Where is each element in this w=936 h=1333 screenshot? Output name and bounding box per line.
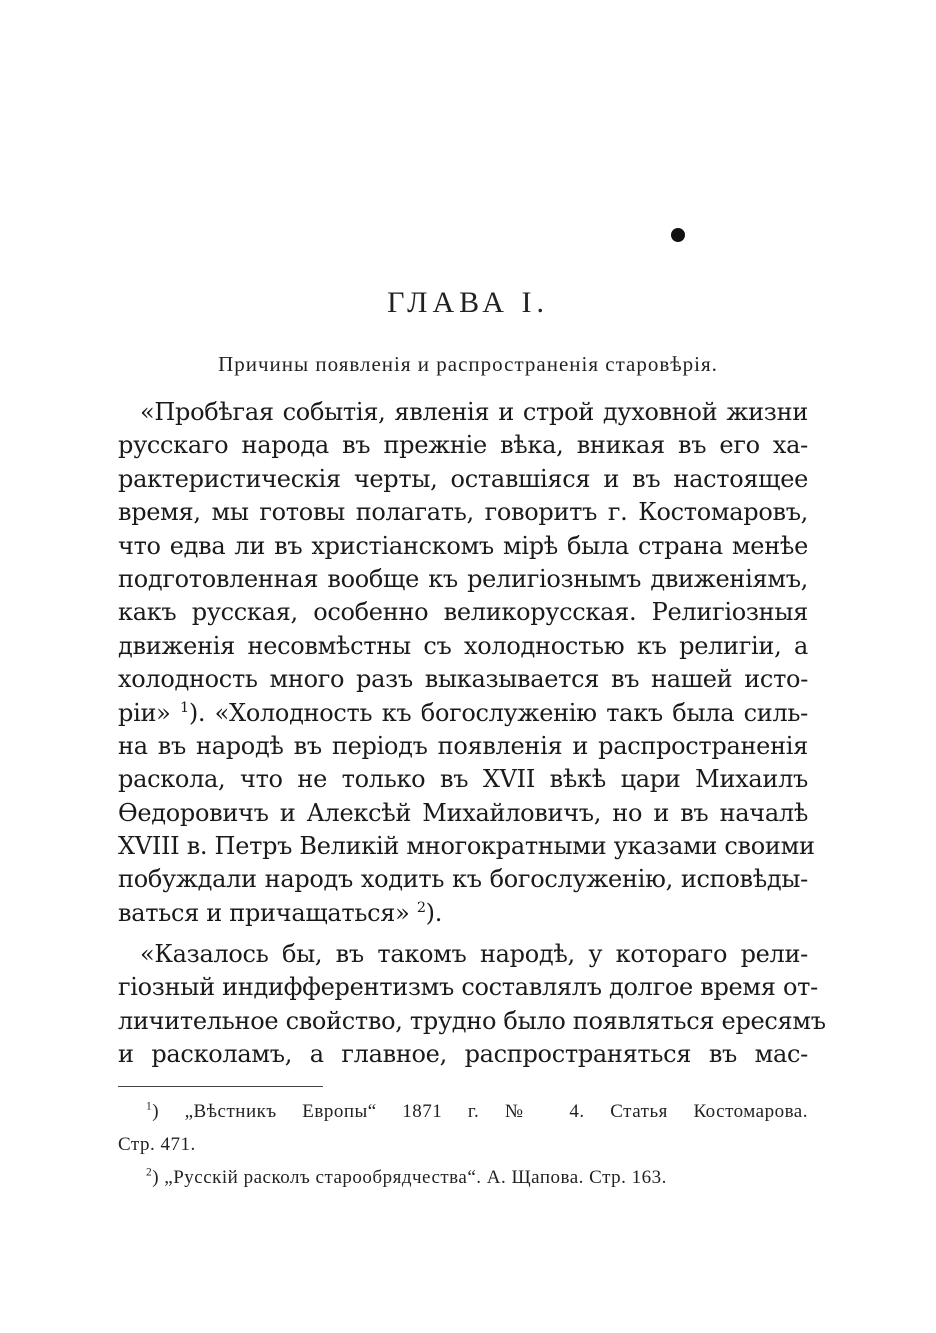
text-line: на въ народѣ въ періодъ появленія и распространенія: [118, 731, 808, 760]
text-line: холодность много разъ выказывается въ нашей исто-: [118, 665, 808, 694]
footnote-text: ) „Вѣстникъ Европы“ 1871 г. № 4. Статья Костомарова.: [152, 1101, 808, 1122]
paragraph-2: [118, 938, 826, 1072]
text-fragment: ).: [425, 898, 443, 927]
text-line: и расколамъ, а главное, распространяться въ мас-: [118, 1040, 808, 1069]
text-line: личительное свойство, трудно было появляться ересямъ: [118, 1006, 826, 1035]
footnote-marker: 1: [146, 1100, 153, 1113]
text-line: Ѳедоровичъ и Алексѣй Михайловичъ, но и въ началѣ: [118, 798, 808, 827]
text-line: раскола, что не только въ XVII вѣкѣ цари Михаилъ: [118, 765, 808, 794]
text-line: «Пробѣгая событія, явленія и строй духовной жизни: [140, 398, 808, 426]
text-fragment: ваться и причащаться»: [118, 898, 410, 927]
text-line: XVIII в. Петръ Великій многократными указами своими: [118, 832, 815, 861]
text-line: [118, 897, 808, 930]
text-line: движенія несовмѣстны съ холодностью къ религіи, а: [118, 631, 808, 660]
text-fragment: ). «Холодность къ богослуженію такъ была силь-: [188, 698, 808, 727]
text-line: подготовленная вообще къ религіознымъ движеніямъ,: [118, 564, 808, 593]
footnote-ref-2: 2: [416, 899, 426, 916]
text-line: «Казалось бы, въ такомъ народѣ, у котораго рели-: [140, 940, 808, 968]
text-line: русскаго народа въ прежніе вѣка, вникая въ его ха-: [118, 431, 808, 460]
footnote-1-continuation: Стр. 471.: [118, 1134, 196, 1155]
footnote-divider: [118, 1086, 323, 1087]
text-line: время, мы готовы полагать, говоритъ г. Костомаровъ,: [118, 498, 808, 527]
footnote-marker: 2: [146, 1166, 153, 1179]
footnote-text: ) „Русскій расколъ старообрядчества“. А. Щапова. Стр. 163.: [152, 1167, 667, 1188]
text-line: побуждали народъ ходить къ богослуженію, исповѣды-: [118, 865, 808, 894]
text-line: гіозный индифферентизмъ составлялъ долгое время от-: [118, 973, 818, 1002]
footnote-2: [118, 1161, 808, 1194]
text-fragment: ріи»: [118, 698, 171, 727]
chapter-title: ГЛАВА I.: [387, 286, 549, 319]
text-line: [118, 697, 808, 730]
chapter-subtitle: Причины появленія и распространенія старовѣрія.: [218, 352, 718, 376]
text-line: рактеристическія черты, оставшіяся и въ настоящее: [118, 464, 808, 493]
footnote-1: [118, 1095, 808, 1128]
text-line: какъ русская, особенно великорусская. Религіозныя: [118, 598, 808, 627]
paragraph-1: [118, 396, 815, 930]
footnote-ref-1: 1: [179, 699, 189, 716]
text-line: что едва ли въ христіанскомъ мірѣ была страна менѣе: [118, 531, 808, 560]
footnotes: [118, 1095, 808, 1194]
ink-blot-mark: [671, 228, 685, 242]
